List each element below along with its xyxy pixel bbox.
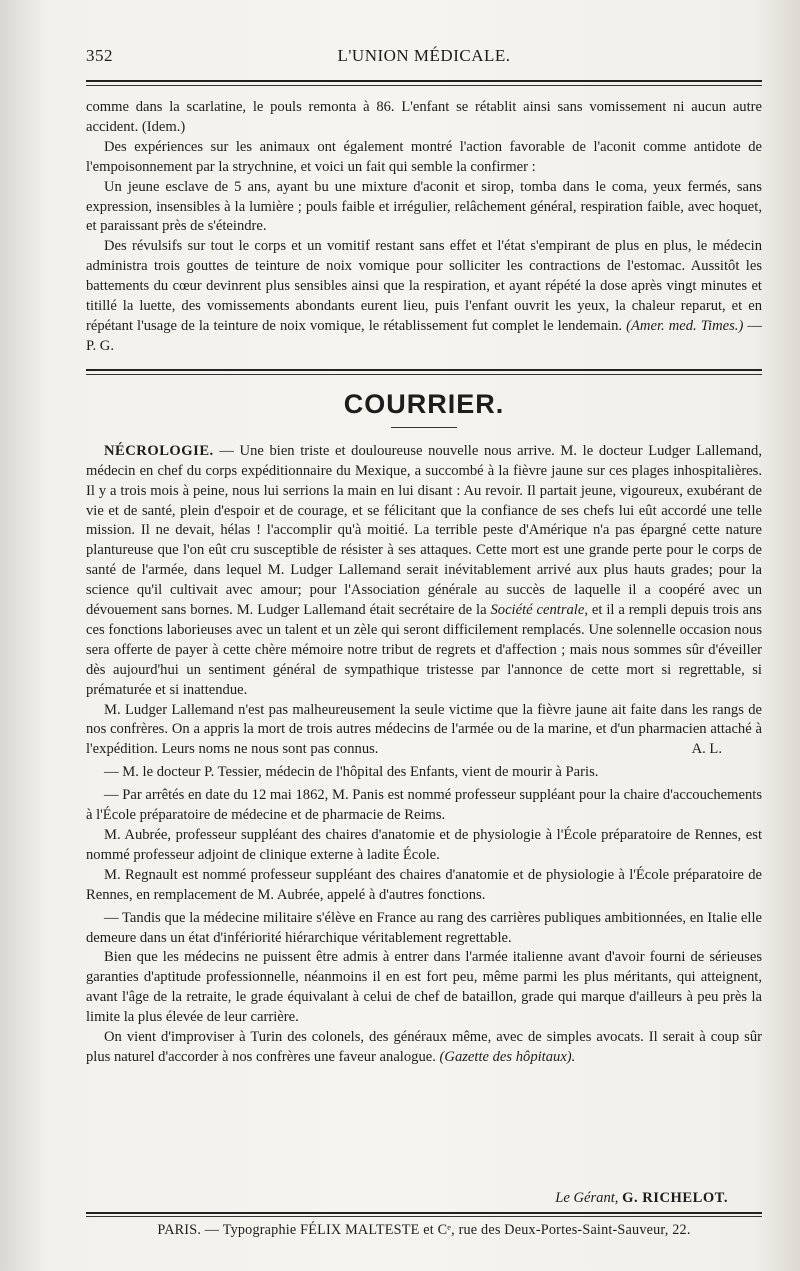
necrologie-paragraph — [86, 442, 762, 701]
signature-label: Le Gérant, — [555, 1190, 619, 1206]
signature-name: G. RICHELOT. — [622, 1190, 728, 1206]
footer-rule — [86, 1212, 762, 1214]
title-underline — [391, 427, 457, 428]
news-item-militaire: — Tandis que la médecine militaire s'élève en France au rang des carrières publiques ambitionnées, en Italie elle demeure dans un état d'infériorité hiérarchique véritablement regrettable. — [86, 909, 762, 946]
article-paragraph — [86, 237, 762, 356]
section-title: COURRIER. — [343, 388, 505, 419]
necrologie-text-end: , et il a rempli depuis trois ans ces fonctions laborieuses avec un talent et un zèle qui seront difficilement remplacés. Une solennelle occasion nous sera offerte de payer à cette chère mémoire notre tribut de regrets et d'affection ; mais nous sommes sûr d'éveiller dès aujourd'hui un sentiment général de sympathique tristesse par l'annonce de cette mort si regrettable, si prématurée et si inattendue. — [86, 602, 762, 698]
journal-title: L'UNION MÉDICALE. — [337, 46, 511, 65]
necrologie-label: NÉCROLOGIE. — [104, 442, 214, 459]
news-item-arretes: — Par arrêtés en date du 12 mai 1862, M. Panis est nommé professeur suppléant pour la chaire d'accouchements à l'École préparatoire de médecine et de pharmacie de Reims. — [86, 787, 762, 824]
society-name: Société centrale — [490, 602, 585, 619]
header-rule — [86, 80, 762, 82]
necrologie-signature: A. L. — [691, 741, 722, 758]
article-signature: — P. G. — [86, 317, 762, 354]
news-item-italie: Bien que les médecins ne puissent être admis à entrer dans l'armée italienne avant d'avoir fourni de sérieuses garanties d'aptitude professionnelle, néanmoins il en est fort peu, même parmi les plus méritants, qui atteignent, avant l'âge de la retraite, le grade équivalant à celui de chef de bataillon, grade qui marque d'ailleurs à peu près la limite la plus élevée de leur carrière. — [86, 949, 762, 1026]
news-item-turin — [86, 1028, 762, 1068]
necrologie-text: — Une bien triste et douloureuse nouvelle nous arrive. M. le docteur Ludger Lallemand, médecin en chef du corps expéditionnaire du Mexique, a succombé à la fièvre jaune sur ces plages inhospitalières. Il y a trois mois à peine, nous lui serrions la main en lui disant : Au revoir. Il partait jeune, vigoureux, exubérant de vie et de santé, plein d'espoir et de courage, et se félicitant que la confiance de ses chefs lui eût accordé une telle mission. Il ne devait, hélas ! l'accomplir qu'à moitié. La terrible peste d'Amérique n'a pas épargné cette nature plantureuse que l'on eût cru susceptible de résister à ses attaques. Cette mort est une grande perte pour le corps de santé de l'armée, dans lequel M. Ludger Lallemand serait inévitablement arrivé aux plus hauts grades; pour la science qu'il cultivait avec amour; pour l'Association générale au succès de laquelle il a coopéré avec un dévouement sans bornes. M. Ludger Lallemand était secrétaire de la — [86, 442, 763, 619]
header-rule-thin — [86, 85, 762, 86]
article-source: (Amer. med. Times.) — [626, 317, 744, 334]
page-body — [86, 98, 762, 1068]
page-number: 352 — [86, 46, 113, 65]
footer-rule-thin — [86, 1216, 762, 1217]
necrologie-paragraph-2 — [86, 701, 762, 761]
article-text: Des révulsifs sur tout le corps et un vomitif restant sans effet et l'état s'empirant de plus en plus, le médecin administra trois gouttes de teinture de noix vomique pour solliciter les contractions de l'estomac. Aussitôt les battements du cœur devinrent plus sensibles ainsi que la respiration, et ayant répété la dose après vingt minutes et titillé la luette, des vomissements abondants eurent lieu, puis l'enfant ouvrit les yeux, la chaleur reparut, et en répétant l'usage de la teinture de noix vomique, le rétablissement fut complet le lendemain. — [86, 238, 762, 334]
editor-signature — [86, 1190, 762, 1207]
news-item-regnault: M. Regnault est nommé professeur suppléant des chaires d'anatomie et de physiologie à l'École préparatoire de Rennes, en remplacement de M. Aubrée, appelé à d'autres fonctions. — [86, 866, 762, 903]
necrologie-text-2: M. Ludger Lallemand n'est pas malheureusement la seule victime que la fièvre jaune ait faite dans les rangs de nos confrères. On a appris la mort de trois autres médecins de l'armée ou de la marine, et d'un pharmacien attaché à l'expédition. Leurs noms ne nous sont pas connus. — [86, 701, 762, 758]
news-item-aubree: M. Aubrée, professeur suppléant des chaires d'anatomie et de physiologie à l'École préparatoire de Rennes, est nommé professeur adjoint de clinique externe à ladite École. — [86, 827, 762, 863]
article-paragraph: Un jeune esclave de 5 ans, ayant bu une mixture d'aconit et sirop, tomba dans le coma, yeux fermés, sans expression, insensibles à la lumière ; pouls faible et irrégulier, relâchement général, respiration faible, avec hoquet, et paraissant près de s'éteindre. — [86, 178, 762, 235]
printer-imprint: PARIS. — Typographie FÉLIX MALTESTE et Cᵉ, rue des Deux-Portes-Saint-Sauveur, 22. — [157, 1222, 691, 1238]
news-turin-text: On vient d'improviser à Turin des colonels, des généraux même, avec de simples avocats. Il serait à coup sûr plus naturel d'accorder à nos confrères une faveur analogue. — [86, 1029, 762, 1065]
page-header — [86, 46, 762, 74]
news-turin-source: (Gazette des hôpitaux). — [439, 1048, 576, 1065]
article-paragraph: Des expériences sur les animaux ont également montré l'action favorable de l'aconit comme antidote de l'empoisonnement par la strychnine, et voici un fait qui semble la confirmer : — [86, 138, 762, 175]
news-item-tessier: — M. le docteur P. Tessier, médecin de l'hôpital des Enfants, vient de mourir à Paris. — [104, 764, 599, 781]
article-paragraph: comme dans la scarlatine, le pouls remonta à 86. L'enfant se rétablit ainsi sans vomissement ni aucun autre accident. (Idem.) — [86, 99, 762, 135]
section-divider — [86, 369, 762, 375]
